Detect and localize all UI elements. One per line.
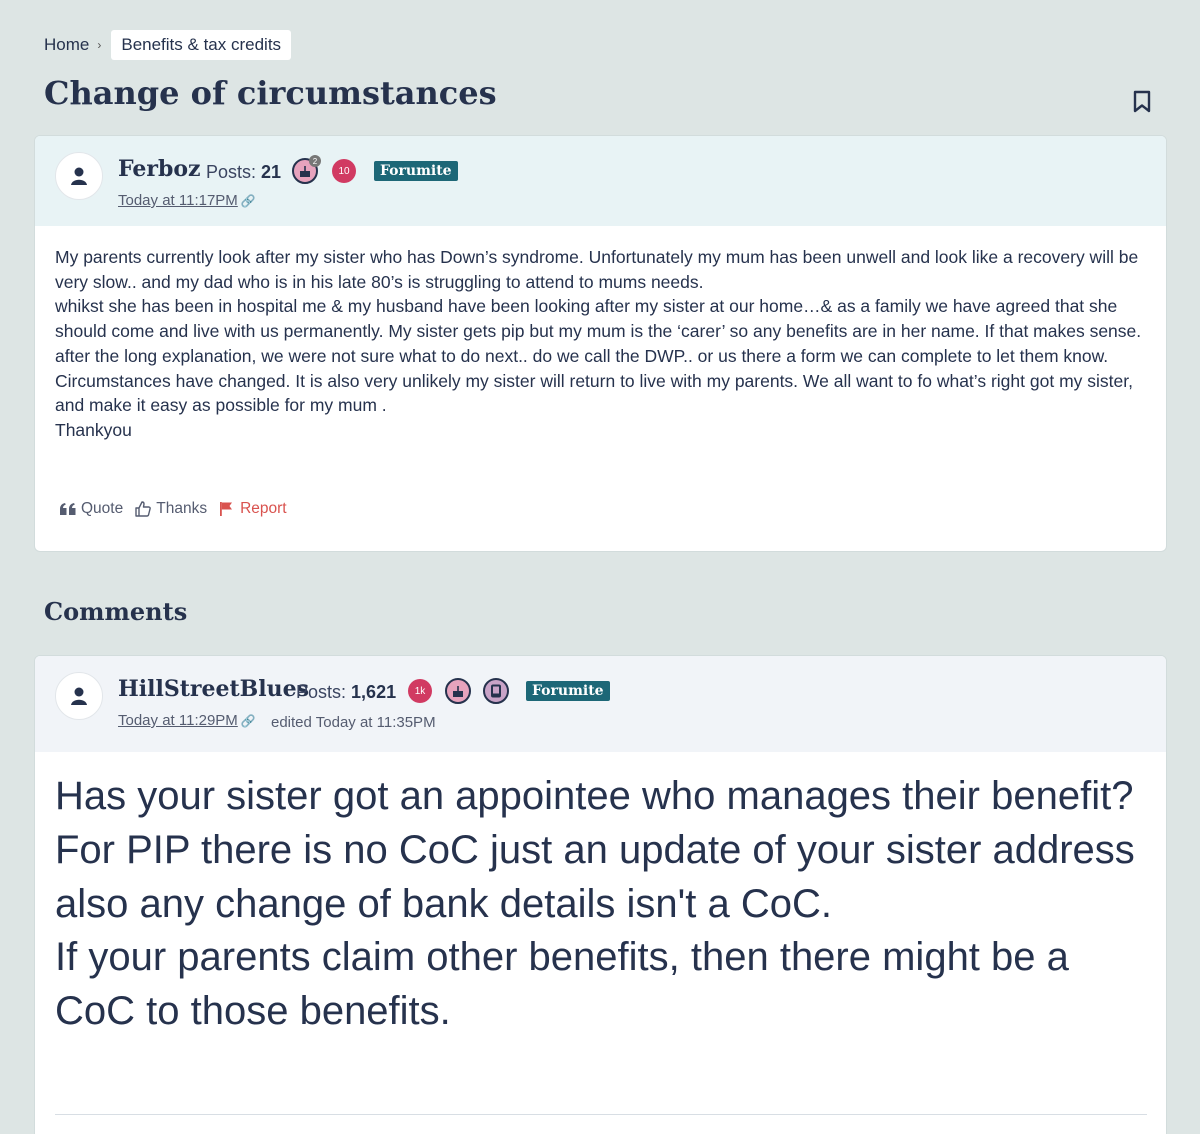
- post-paragraph: My parents currently look after my sister who has Down’s syndrome. Unfortunately my mum has been unwell and look like a recovery will be very slow.. and my dad who is in his late 80’s is struggling to attend to mums needs.: [55, 247, 1139, 292]
- breadcrumb: [44, 30, 291, 60]
- comment-time-link[interactable]: Today at 11:29PM: [118, 712, 238, 729]
- user-icon: [69, 686, 89, 706]
- quote-label: Quote: [81, 500, 124, 517]
- edited-note: edited Today at 11:35PM: [271, 714, 436, 731]
- report-label: Report: [240, 500, 287, 517]
- cake-badge-icon[interactable]: [445, 678, 471, 704]
- quote-icon: [60, 503, 76, 515]
- post-paragraph: Thankyou: [55, 419, 132, 440]
- comment-paragraph: Has your sister got an appointee who manages their benefit?: [55, 774, 1134, 818]
- comment-timestamp[interactable]: [118, 712, 256, 729]
- report-button[interactable]: [219, 500, 287, 518]
- page-title: Change of circumstances: [44, 74, 497, 112]
- post-header: [35, 136, 1166, 226]
- cake-icon: [298, 164, 312, 178]
- level-badge[interactable]: 1k: [408, 679, 432, 703]
- divider: [55, 1114, 1147, 1115]
- phone-badge-icon[interactable]: [483, 678, 509, 704]
- breadcrumb-current-link[interactable]: Benefits & tax credits: [111, 30, 291, 60]
- posts-label: Posts:: [296, 682, 347, 702]
- original-post: [34, 135, 1167, 552]
- post-body: [55, 245, 1155, 443]
- user-icon: [69, 166, 89, 186]
- thumbs-up-icon: [135, 501, 151, 517]
- breadcrumb-home-link[interactable]: Home: [44, 35, 90, 54]
- rank-badge: Forumite: [374, 161, 458, 181]
- comment-body: [55, 770, 1145, 1039]
- avatar[interactable]: [55, 152, 103, 200]
- phone-icon: [490, 684, 502, 698]
- avatar[interactable]: [55, 672, 103, 720]
- post-author[interactable]: Ferboz: [118, 156, 201, 182]
- cake-badge-icon[interactable]: [292, 158, 318, 184]
- comment-post: [34, 655, 1167, 1134]
- permalink-icon[interactable]: 🔗: [240, 194, 256, 208]
- post-actions: [60, 500, 299, 518]
- rank-badge: Forumite: [526, 681, 610, 701]
- comment-paragraph: For PIP there is no CoC just an update of your sister address also any change of bank details isn't a CoC.: [55, 827, 1135, 926]
- post-timestamp[interactable]: [118, 192, 256, 209]
- comment-author[interactable]: HillStreetBlues: [118, 676, 309, 702]
- flag-icon: [219, 501, 235, 517]
- breadcrumb-separator: ›: [97, 38, 102, 52]
- badge-counter: 2: [309, 155, 321, 167]
- posts-value: 21: [261, 162, 282, 182]
- level-badge[interactable]: 10: [332, 159, 356, 183]
- post-time-link[interactable]: Today at 11:17PM: [118, 192, 238, 209]
- comment-post-count: [296, 682, 396, 703]
- thanks-label: Thanks: [156, 500, 208, 517]
- bookmark-icon[interactable]: [1132, 90, 1152, 114]
- quote-button[interactable]: [60, 500, 123, 518]
- comment-paragraph: If your parents claim other benefits, then there might be a CoC to those benefits.: [55, 935, 1069, 1034]
- permalink-icon[interactable]: 🔗: [240, 714, 256, 728]
- comments-heading: Comments: [44, 597, 188, 626]
- post-paragraph: whikst she has been in hospital me & my husband have been looking after my sister at our home…& as a family we have agreed that she should come and live with us permanently. My sister gets pip but my mum is the ‘carer’ so any benefits are in her name. If that makes sense.: [55, 296, 1142, 342]
- thanks-button[interactable]: [135, 500, 207, 518]
- posts-label: Posts:: [206, 162, 257, 182]
- post-count: [206, 162, 281, 183]
- comment-header: [35, 656, 1166, 752]
- posts-value: 1,621: [351, 682, 397, 702]
- post-paragraph: after the long explanation, we were not sure what to do next.. do we call the DWP.. or us there a form we can complete to let them know. Circumstances have changed. It is also very unlikely my sister will return to live with my parents. We all want to fo what’s right got my sister, and make it easy as possible for my mum .: [55, 345, 1133, 416]
- cake-icon: [451, 684, 465, 698]
